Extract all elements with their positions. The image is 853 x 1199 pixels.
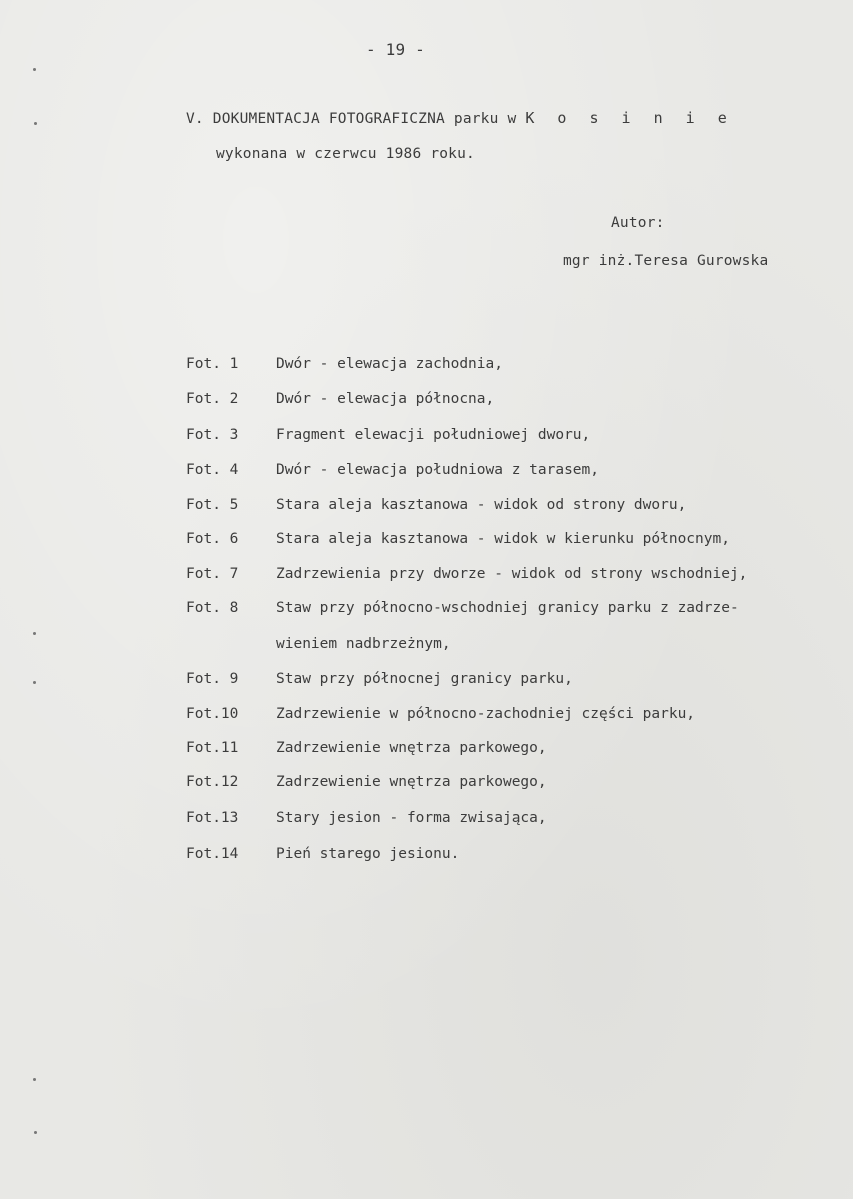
photo-description: Dwór - elewacja północna,: [276, 391, 495, 407]
scan-speck: [34, 1131, 37, 1134]
photo-label: Fot.10: [186, 706, 239, 722]
page-number: - 19 -: [366, 40, 425, 59]
photo-label: Fot.12: [186, 774, 239, 790]
photo-description: Zadrzewienie wnętrza parkowego,: [276, 740, 547, 756]
photo-description: Zadrzewienie wnętrza parkowego,: [276, 774, 547, 790]
photo-description: Dwór - elewacja południowa z tarasem,: [276, 462, 600, 478]
heading-date-line: wykonana w czerwcu 1986 roku.: [216, 146, 475, 162]
heading-place: K o s i n i e: [525, 109, 734, 127]
author-name: mgr inż.Teresa Gurowska: [563, 253, 769, 269]
photo-label: Fot.11: [186, 740, 239, 756]
photo-label: Fot. 5: [186, 497, 239, 513]
photo-label: Fot. 9: [186, 671, 239, 687]
scan-speck: [33, 681, 36, 684]
photo-description: Staw przy północnej granicy parku,: [276, 671, 573, 687]
photo-label: Fot. 6: [186, 531, 239, 547]
photo-description: Zadrzewienia przy dworze - widok od strony wschodniej,: [276, 566, 748, 582]
photo-label: Fot. 1: [186, 356, 239, 372]
heading: [186, 109, 734, 127]
photo-description: Dwór - elewacja zachodnia,: [276, 356, 503, 372]
photo-description: Fragment elewacji południowej dworu,: [276, 427, 591, 443]
scan-speck: [34, 122, 37, 125]
scan-speck: [33, 1078, 36, 1081]
scan-speck: [33, 632, 36, 635]
photo-label: Fot.13: [186, 810, 239, 826]
photo-label: Fot. 2: [186, 391, 239, 407]
scan-speck: [33, 68, 36, 71]
photo-description-continued: wieniem nadbrzeżnym,: [276, 636, 451, 652]
author-label: Autor:: [611, 215, 665, 231]
photo-label: Fot. 7: [186, 566, 239, 582]
photo-label: Fot. 4: [186, 462, 239, 478]
photo-label: Fot. 8: [186, 600, 239, 616]
photo-description: Stara aleja kasztanowa - widok od strony dworu,: [276, 497, 687, 513]
photo-description: Pień starego jesionu.: [276, 846, 460, 862]
photo-description: Stara aleja kasztanowa - widok w kierunku północnym,: [276, 531, 730, 547]
photo-description: Zadrzewienie w północno-zachodniej części parku,: [276, 706, 696, 722]
heading-prefix: V. DOKUMENTACJA FOTOGRAFICZNA parku w: [186, 111, 517, 127]
photo-description: Stary jesion - forma zwisająca,: [276, 810, 547, 826]
photo-label: Fot.14: [186, 846, 239, 862]
photo-description: Staw przy północno-wschodniej granicy parku z zadrze-: [276, 600, 739, 616]
photo-label: Fot. 3: [186, 427, 239, 443]
